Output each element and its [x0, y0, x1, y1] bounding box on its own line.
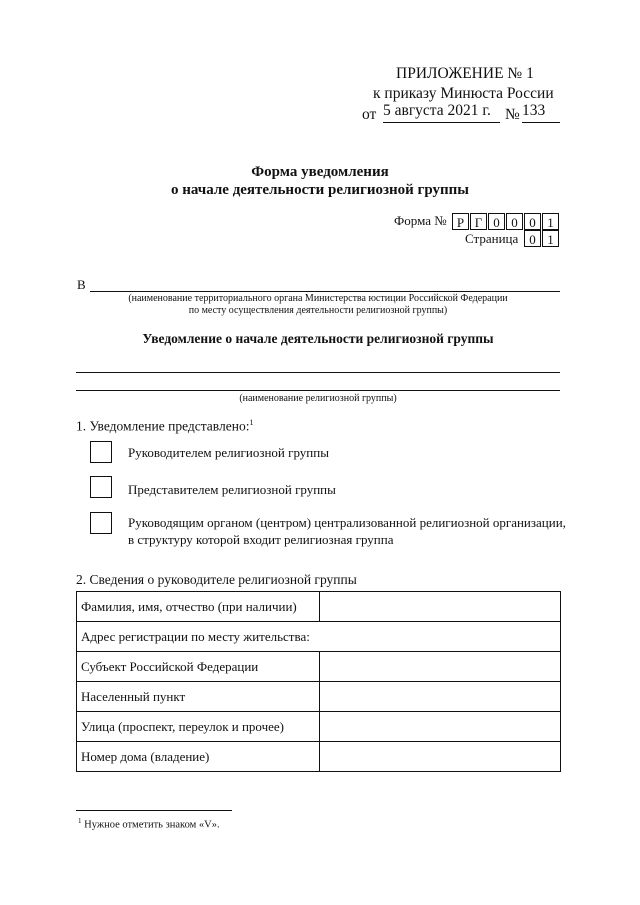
form-code-cell: 0 — [488, 213, 505, 230]
notice-title: Уведомление о начале деятельности религиозной группы — [142, 331, 494, 346]
form-code-label: Форма № — [394, 213, 447, 228]
group-name-field-line2[interactable] — [76, 378, 560, 391]
recipient-caption-line1: (наименование территориального органа Министерства юстиции Российской Федерации — [128, 293, 508, 304]
section1-title-text: 1. Уведомление представлено: — [76, 418, 250, 434]
recipient-prefix: В — [77, 277, 86, 292]
page-label: Страница — [465, 231, 519, 246]
form-title-line2: о начале деятельности религиозной группы — [170, 182, 470, 198]
option-checkbox-representative[interactable] — [90, 476, 112, 498]
option-label-governing-body-line2: в структуру которой входит религиозная группа — [128, 532, 394, 547]
order-number — [522, 102, 560, 123]
appendix-title: ПРИЛОЖЕНИЕ № 1 — [396, 65, 534, 82]
group-name-caption: (наименование религиозной группы) — [239, 393, 397, 404]
section1-title — [76, 418, 253, 435]
row-label: Улица (проспект, переулок и прочее) — [77, 712, 320, 742]
number-prefix: № — [505, 106, 520, 123]
option-checkbox-leader[interactable] — [90, 441, 112, 463]
row-label: Номер дома (владение) — [77, 742, 320, 772]
date-prefix: от — [362, 106, 377, 123]
leader-info-table — [76, 591, 561, 772]
row-label: Населенный пункт — [77, 682, 320, 712]
form-title-line1: Форма уведомления — [251, 164, 389, 180]
form-code-cell: Р — [452, 213, 469, 230]
form-code-cell: 0 — [524, 213, 541, 230]
order-reference: к приказу Минюста России — [373, 85, 554, 102]
option-checkbox-governing-body[interactable] — [90, 512, 112, 534]
table-row — [77, 712, 561, 742]
recipient-field[interactable] — [90, 277, 560, 292]
footnote-text: Нужное отметить знаком «V». — [84, 819, 220, 831]
region-input[interactable] — [320, 652, 561, 682]
footnote-mark: 1 — [78, 817, 82, 825]
table-row — [77, 652, 561, 682]
section2-title: 2. Сведения о руководителе религиозной группы — [76, 572, 357, 587]
order-date — [383, 102, 500, 123]
table-row — [77, 742, 561, 772]
form-code-cell: 1 — [542, 213, 559, 230]
form-code-cell: 0 — [506, 213, 523, 230]
group-name-field-line1[interactable] — [76, 360, 560, 373]
option-label-governing-body: Руководящим органом (центром) централизованной религиозной организации, — [128, 515, 566, 530]
footnote — [78, 817, 220, 831]
table-row — [77, 592, 561, 622]
order-number-value: 133 — [522, 102, 546, 119]
page-cell: 0 — [524, 230, 541, 247]
street-input[interactable] — [320, 712, 561, 742]
form-code-cell: Г — [470, 213, 487, 230]
recipient-caption-line2: по месту осуществления деятельности религиозной группы) — [188, 305, 448, 316]
full-name-input[interactable] — [320, 592, 561, 622]
footnote-ref: 1 — [249, 418, 254, 427]
table-row — [77, 622, 561, 652]
order-date-value: 5 августа 2021 г. — [383, 102, 491, 119]
locality-input[interactable] — [320, 682, 561, 712]
table-row — [77, 682, 561, 712]
footnote-divider — [76, 810, 232, 811]
page-cell: 1 — [542, 230, 559, 247]
house-number-input[interactable] — [320, 742, 561, 772]
row-label: Субъект Российской Федерации — [77, 652, 320, 682]
row-label: Фамилия, имя, отчество (при наличии) — [77, 592, 320, 622]
option-label-representative: Представителем религиозной группы — [128, 482, 336, 497]
row-label: Адрес регистрации по месту жительства: — [77, 622, 561, 652]
option-label-leader: Руководителем религиозной группы — [128, 445, 329, 460]
